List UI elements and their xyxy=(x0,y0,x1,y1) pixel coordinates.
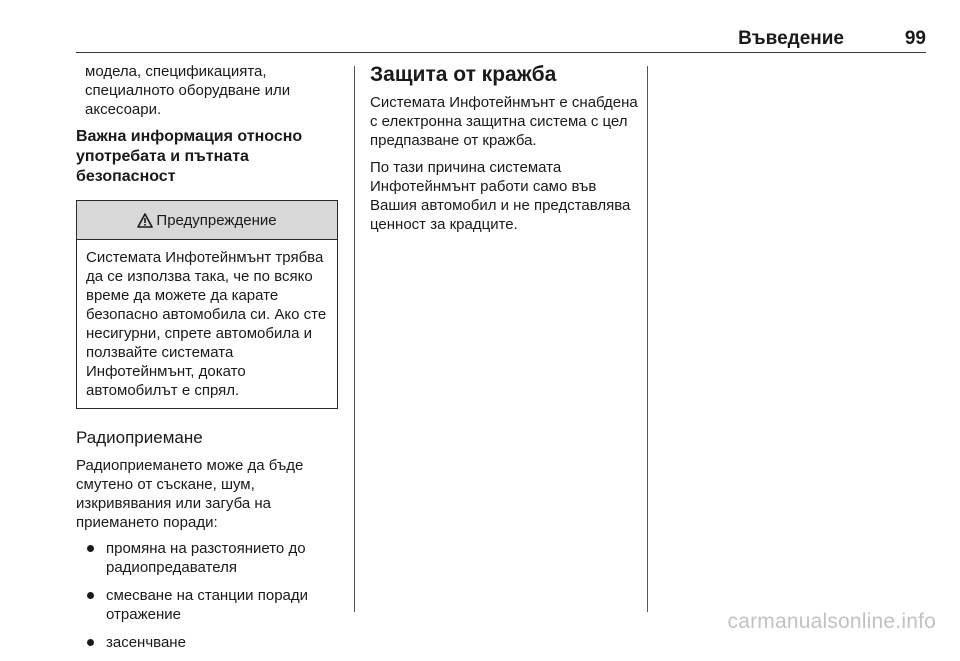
radio-text: Радиоприемането може да бъде смутено от съскане, шум, изкривявания или загуба на приемането поради: xyxy=(76,457,304,531)
column-divider-right xyxy=(647,66,648,612)
continuation-text: моделa, спецификацията, специалното оборудване или аксесоари. xyxy=(85,63,291,118)
bullet-icon xyxy=(87,639,94,646)
page-number: 99 xyxy=(904,28,926,49)
column-divider-left xyxy=(354,66,355,612)
bullet-icon xyxy=(87,592,94,599)
column-2 xyxy=(370,62,640,234)
watermark: carmanualsonline.info xyxy=(727,610,936,633)
warning-box xyxy=(76,200,338,409)
list-item: смесване на станции поради отражение xyxy=(76,586,338,624)
column-1 xyxy=(76,62,338,661)
warning-text: Системата Инфотейнмънт трябва да се използва така, че по всяко време да можете да карате безопасно автомобила си. Ако сте несигурни, спрете автомобила и ползвайте системата Инфотейнмънт, докато автомобилът е спрял. xyxy=(86,249,327,399)
radio-heading: Радиоприемане xyxy=(76,428,203,447)
list-item: промяна на разстоянието до радиопредавателя xyxy=(76,539,338,577)
list-item: засенчване xyxy=(76,633,338,652)
theft-protection-heading: Защита от кражба xyxy=(370,63,557,86)
reception-issues-list xyxy=(76,539,338,652)
section-title: Въведение xyxy=(738,28,844,49)
theft-paragraph-2: По тази причина системата Инфотейнмънт работи само във Вашия автомобил и не представлява ценност за крадците. xyxy=(370,159,631,233)
header-divider xyxy=(76,52,926,53)
theft-paragraph-1: Системата Инфотейнмънт е снабдена с електронна защитна система с цел предпазване от кражба. xyxy=(370,94,638,149)
important-heading: Важна информация относно употребата и пътната безопасност xyxy=(76,128,303,185)
warning-header xyxy=(77,201,337,240)
warning-title: Предупреждение xyxy=(156,211,277,229)
warning-triangle-icon xyxy=(137,213,153,228)
bullet-icon xyxy=(87,545,94,552)
page-header xyxy=(76,26,926,54)
